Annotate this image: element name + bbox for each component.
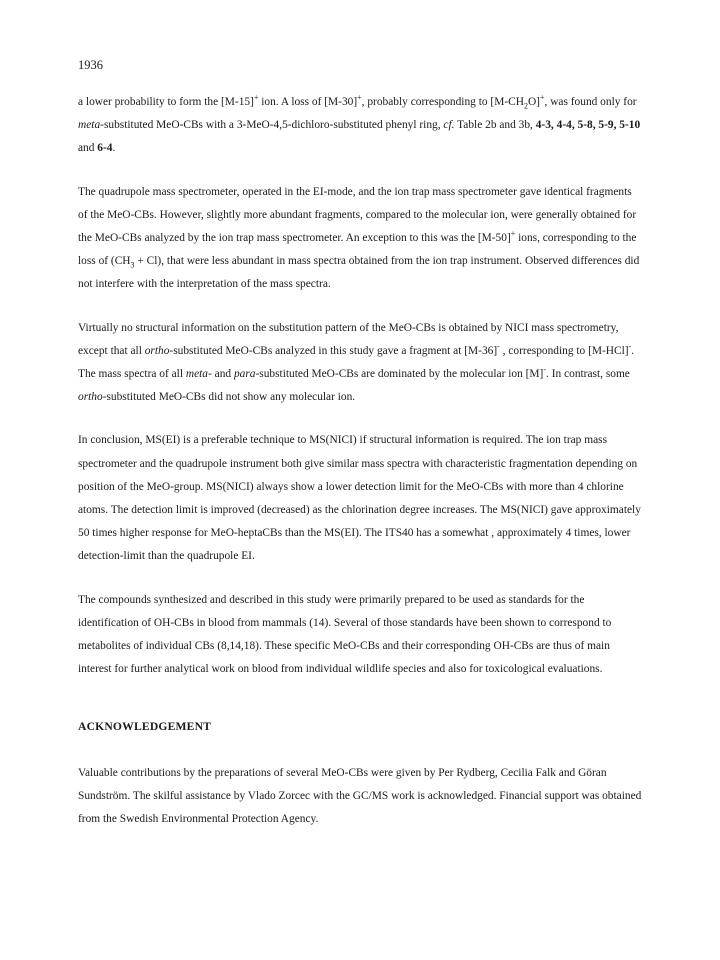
paragraph-acknowledgement: Valuable contributions by the preparations of several MeO-CBs were given by Per Rydberg, Cecilia Falk and Göran Sundström. The skilful assistance by Vlado Zorcec with the GC/MS work is acknowledged. Financial support was obtained from the Swedish Environmental Protection Agency.: [78, 766, 642, 826]
paragraph-quadrupole: The quadrupole mass spectrometer, operated in the EI-mode, and the ion trap mass spectrometer gave identical fragments of the MeO-CBs. However, slightly more abundant fragments, compared to the molecular ion, were generally obtained for the MeO-CBs analyzed by the ion trap mass spectrometer. An exception to this was the [M-50]+ ions, corresponding to the loss of $(CH_3 + Cl)$, that were less abundant in mass spectra obtained from the ion trap instrument. Observed differences did not interfere with the interpretation of the mass spectra.: [78, 185, 640, 291]
paragraph-conclusion: In conclusion, MS(EI) is a preferable technique to MS(NICI) if structural information is required. The ion trap mass spectrometer and the quadrupole instrument both give similar mass spectra with characteristic fragmentation depending on position of the MeO-group. MS(NICI) always show a lower detection limit for the MeO-CBs with more than 4 chlorine atoms. The detection limit is improved (decreased) as the chlorination degree increases. The MS(NICI) gave approximately 50 times higher response for MeO-heptaCBs than the MS(EI). The ITS40 has a somewhat , approximately 4 times, lower detection-limit than the quadrupole EI.: [78, 434, 641, 563]
paragraph-compounds: The compounds synthesized and described in this study were primarily prepared to be used as standards for the identification of OH-CBs in blood from mammals (14). Several of those standards have been shown to correspond to metabolites of individual CBs (8,14,18). These specific MeO-CBs and their corresponding OH-CBs are thus of main interest for further analytical work on blood from individual wildlife species and also for toxicological evaluations.: [78, 593, 612, 676]
article-body: [78, 91, 642, 851]
page-number: 1936: [78, 58, 103, 72]
paragraph-nici: Virtually no structural information on the substitution pattern of the MeO-CBs is obtained by NICI mass spectrometry, except that all ortho-substituted MeO-CBs analyzed in this study gave a fragment at [M-36]- , corresponding to [M-HCl]-. The mass spectra of all meta- and para-substituted MeO-CBs are dominated by the molecular ion [M]-. In contrast, some ortho-substituted MeO-CBs did not show any molecular ion.: [78, 321, 635, 404]
paragraph-fragmentation: a lower probability to form the [M-15]+ ion. A loss of [M-30]+, probably corresponding to $[M-CH_2O]^+$, was found only for meta-substituted MeO-CBs with a 3-MeO-4,5-dichloro-substituted phenyl ring, cf. Table 2b and 3b, 4-3, 4-4, 5-8, 5-9, 5-10 and 6-4.: [78, 93, 641, 155]
section-heading-acknowledgement: ACKNOWLEDGEMENT: [78, 720, 212, 734]
